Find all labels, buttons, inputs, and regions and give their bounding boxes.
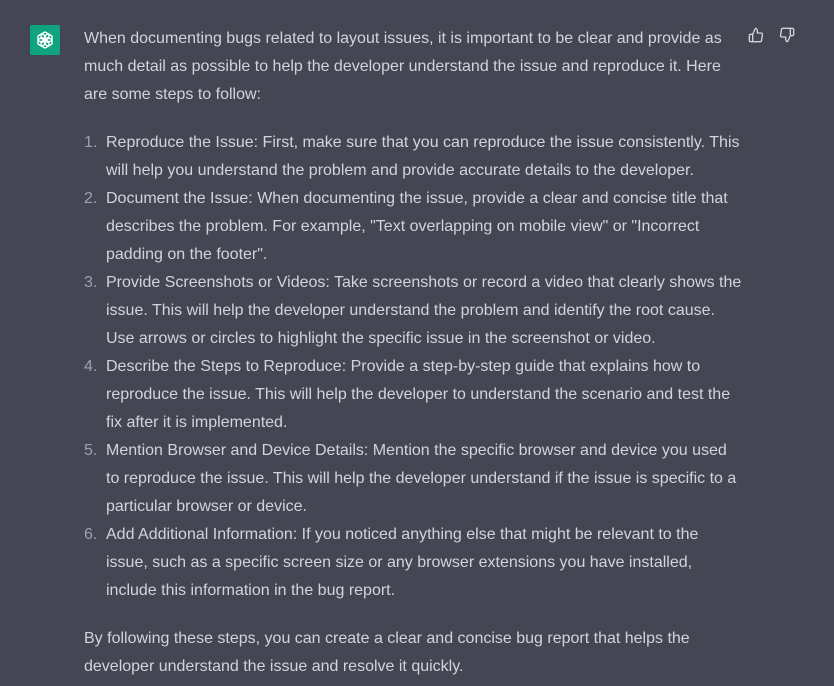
list-item: [84, 521, 744, 605]
list-item-number: 6.: [84, 526, 98, 543]
list-item-text: Reproduce the Issue: First, make sure that you can reproduce the issue consistently. This will help you understand the problem and provide accurate details to the developer.: [106, 134, 740, 179]
assistant-avatar: [30, 25, 60, 55]
list-item-text: Provide Screenshots or Videos: Take screenshots or record a video that clearly shows the issue. This will help the developer understand the problem and identify the root cause. Use arrows or circles to highlight the specific issue in the screenshot or video.: [106, 274, 742, 347]
assistant-message: [84, 25, 744, 681]
openai-logo-icon: [34, 29, 56, 51]
list-item-number: 4.: [84, 358, 98, 375]
message-intro: When documenting bugs related to layout issues, it is important to be clear and provide as much detail as possible to help the developer understand the issue and reproduce it. Here are some steps to follow:: [84, 30, 722, 103]
thumbs-up-button[interactable]: [747, 26, 765, 44]
list-item: [84, 269, 744, 353]
thumbs-up-icon: [748, 27, 764, 43]
list-item-text: Mention Browser and Device Details: Mention the specific browser and device you used to reproduce the issue. This will help the developer understand if the issue is specific to a particular browser or device.: [106, 442, 737, 515]
list-item-text: Describe the Steps to Reproduce: Provide a step-by-step guide that explains how to reproduce the issue. This will help the developer to understand the scenario and test the fix after it is implemented.: [106, 358, 731, 431]
list-item-number: 3.: [84, 274, 98, 291]
message-outro: By following these steps, you can create a clear and concise bug report that helps the developer understand the issue and resolve it quickly.: [84, 630, 690, 675]
thumbs-down-icon: [779, 27, 795, 43]
list-item: [84, 129, 744, 185]
list-item-number: 5.: [84, 442, 98, 459]
list-item-number: 2.: [84, 190, 98, 207]
list-item: [84, 437, 744, 521]
list-item-number: 1.: [84, 134, 98, 151]
thumbs-down-button[interactable]: [778, 26, 796, 44]
list-item-text: Add Additional Information: If you noticed anything else that might be relevant to the issue, such as a specific screen size or any browser extensions you have installed, include this information in the bug report.: [106, 526, 699, 599]
list-item: [84, 353, 744, 437]
steps-list: [84, 129, 744, 605]
list-item-text: Document the Issue: When documenting the issue, provide a clear and concise title that describes the problem. For example, "Text overlapping on mobile view" or "Incorrect padding on the footer".: [106, 190, 728, 263]
feedback-buttons: [747, 26, 796, 44]
list-item: [84, 185, 744, 269]
